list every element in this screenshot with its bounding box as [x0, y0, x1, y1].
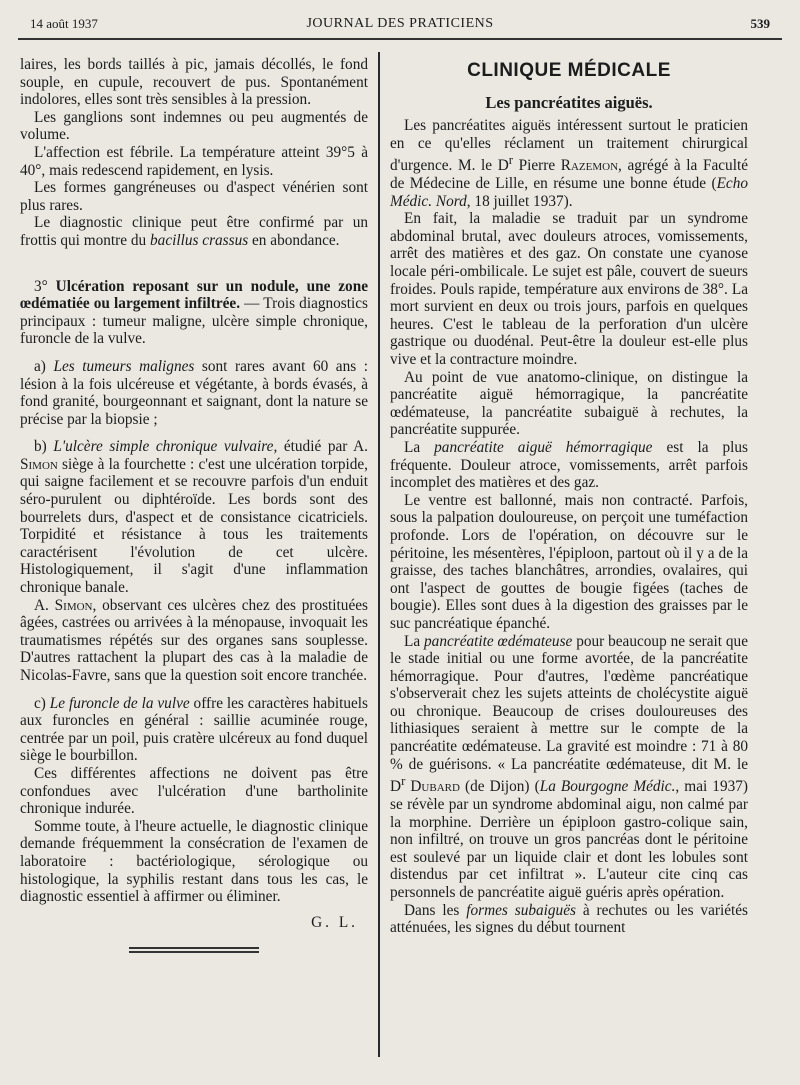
paragraph: L'affection est fébrile. La température atteint 39°5 à 40°, mais redescend rapidement, en lysis.	[20, 143, 368, 179]
paragraph: laires, les bords taillés à pic, jamais décollés, le fond souple, en cupule, recouvert de pus. Spontanément indolores, elles sont très sensibles à la pression.	[20, 56, 368, 109]
column-divider	[378, 52, 380, 1057]
item-c: c) Le furoncle de la vulve offre les caractères habituels aux furoncles en général : saillie acuminée rouge, centrée par un poil, puis cratère ulcéreux au fond duquel siège le bourbillon.	[20, 694, 369, 765]
running-header	[18, 14, 782, 36]
section-title: CLINIQUE MÉDICALE	[467, 60, 671, 81]
paragraph: Dans les formes subaiguës à rechutes ou les variétés atténuées, les signes du début tournent	[390, 901, 748, 937]
paragraph: La pancréatite œdémateuse pour beaucoup ne serait que le stade initial ou une forme avortée, de la pancréatite hémorragique. Pour d'autres, l'œdème pancréatique s'observerait chez les sujets atteints de cholécystite aiguë ou chronique. Beaucoup de crises douloureuses des lithiasiques seraient à mettre sur le compte de la pancréatite œdémateuse. La gravité est moindre : 71 à 80 % de guérisons. « La pancréatite œdémateuse, dit M. le $D^r$ Dubard (de Dijon) (La Bourgogne Médic., mai 1937) se révèle par un syndrome abdominal aigu, non calmé par la morphine. Derrière un épiploon gastro-colique sain, non infiltré, on trouve un gros pancréas dont le péritoine est soulevé par un liquide clair et dont les lobules sont distendus par cet infiltrat ». L'auteur cite cinq cas personnels de pancréatite aiguë guéris après opération.	[390, 632, 748, 901]
page-number: 539	[750, 16, 770, 31]
left-column	[20, 56, 368, 955]
paragraph: La pancréatite aiguë hémorragique est la plus fréquente. Douleur atroce, vomissements, arrêt parfois incomplet des matières et des gaz.	[390, 438, 748, 492]
paragraph: Au point de vue anatomo-clinique, on distingue la pancréatite aiguë hémorragique, la pancréatite œdémateuse, la pancréatite subaiguë à rechutes, la pancréatite suppurée.	[390, 368, 748, 439]
paragraph: Somme toute, à l'heure actuelle, le diagnostic clinique demande fréquemment la consécration de l'examen de laboratoire : bactériologique, sérologique ou histologique, la syphilis restant dans tous les cas, le diagnostic essentiel à affirmer ou éliminer.	[20, 817, 368, 906]
author-signature: G. L.	[311, 913, 358, 931]
header-rule	[18, 38, 782, 40]
item-a: a) Les tumeurs malignes sont rares avant 60 ans : lésion à la fois ulcéreuse et végétante, à bords évasés, à fond granité, bourgeonnant et saignant, dont la nature se précise par la biopsie ;	[20, 357, 368, 428]
journal-title: JOURNAL DES PRATICIENS	[306, 16, 494, 31]
paragraph: Le ventre est ballonné, mais non contracté. Parfois, sous la palpation douloureuse, on perçoit une tuméfaction profonde. Lors de l'opération, on découvre sur le péritoine, les mésentères, l'épiploon, partout où il y a de la graisse, des taches blanchâtres, arrondies, ovalaires, qui ont l'aspect de gouttes de bougie figées (taches de bougie). Elles sont dues à la digestion des graisses par le suc pancréatique épanché.	[390, 491, 748, 632]
paragraph: Les formes gangréneuses ou d'aspect vénérien sont plus rares.	[20, 179, 368, 214]
paragraph: Le diagnostic clinique peut être confirmé par un frottis qui montre du bacillus crassus en abondance.	[20, 214, 368, 249]
header-date: 14 août 1937	[30, 16, 98, 31]
paragraph: A. Simon, observant ces ulcères chez des prostituées âgées, castrées ou arrivées à la ménopause, invoquait les traumatismes répétés sur des organes sans souplesse. D'autres rattachent la plupart des cas à la maladie de Nicolas-Favre, sans que la question soit encore tranchée.	[20, 596, 368, 684]
paragraph: Les ganglions sont indemnes ou peu augmentés de volume.	[20, 108, 368, 144]
item-b: b) L'ulcère simple chronique vulvaire, étudié par A. Simon siège à la fourchette : c'est une ulcération torpide, qui saigne facilement et se recouvre parfois d'un enduit séro-purulent ou diphtéroïde. Les bords sont des bourrelets durs, d'aspect et de consistance cicatriciels. Torpidité et résistance à tous les traitements caractérisent l'évolution de cet ulcère. Histologiquement, il s'agit d'une inflammation chronique banale.	[20, 438, 368, 597]
right-column	[390, 56, 748, 937]
article-title: Les pancréatites aiguës.	[485, 92, 653, 112]
end-rule	[129, 947, 259, 953]
section-3-heading: 3° Ulcération reposant sur un nodule, une zone œdématiée ou largement infiltrée. — Trois diagnostics principaux : tumeur maligne, ulcère simple chronique, furoncle de la vulve.	[20, 277, 369, 348]
paragraph: En fait, la maladie se traduit par un syndrome abdominal brutal, avec douleurs atroces, vomissements, arrêt des matières et des gaz. On constate une cyanose locale péri-ombilicale. Le sujet est pâle, couvert de sueurs froides. Pouls rapide, température aux environs de 38°. La mort survient en deux ou trois jours, parfois en quelques heures. C'est le tableau de la perforation d'un ulcère gastrique ou duodénal. Peut-être la douleur est-elle plus vive et la contracture moindre.	[390, 210, 748, 368]
paragraph: Ces différentes affections ne doivent pas être confondues avec l'ulcération d'une bartholinite chronique indurée.	[20, 764, 368, 818]
paragraph: Les pancréatites aiguës intéressent surtout le praticien en ce qu'elles réclament un traitement chirurgical d'urgence. M. le $D^r$ Pierre Razemon, agrégé à la Faculté de Médecine de Lille, en résume une bonne étude (Echo Médic. Nord, 18 juillet 1937).	[390, 117, 748, 210]
